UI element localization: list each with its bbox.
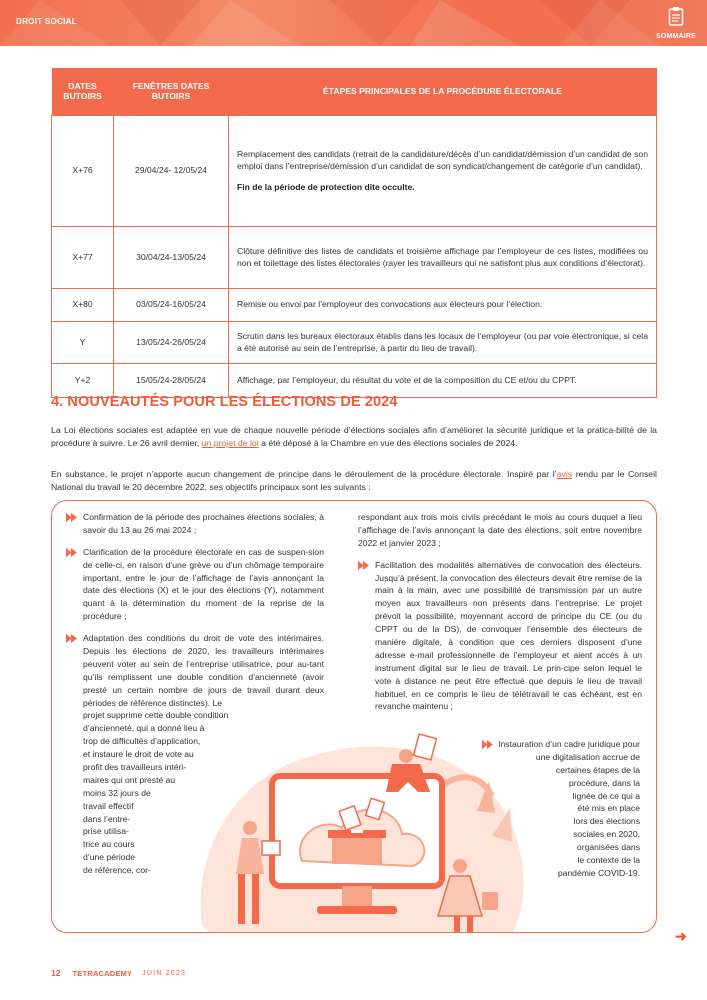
header-pattern [0, 0, 707, 46]
objective-line: trop de difficultés d’application, [83, 736, 201, 747]
list-item [66, 632, 324, 877]
list-item [358, 559, 642, 714]
objective-text: Clarification de la procédure électorale en cas de suspen-sion de celle-ci, en raison d’une grève ou d’un chômage temporaire important, entre le jour de l’affichage de l’avis annonçant la date des élections (X) et le jour des élections (Y), notamment quant à la détermination du moment de la reprise de la procédure ; [83, 546, 324, 622]
cell-date: Y [52, 321, 114, 363]
left-column [66, 511, 324, 886]
cell-window: 30/04/24-13/05/24 [114, 226, 229, 288]
objective-text: Facilitation des modalités alternatives de convocation des électeurs. Jusqu’à présent, la convocation des électeurs devait être remise de la main à la main, avec une possibilité de transmission par un autre moyen aux travailleurs non présents dans l’entreprise. Le projet prévoit la possibilité, moyennant accord de principe du CE (ou du CPPT ou de la DS), de convoquer l’ensemble des électeurs de manière digitale, à condition que ces derniers disposent d’une adresse e-mail professionnelle de l’employeur et aient accès à un instrument digital sur le lieu de travail. Le prin-cipe selon lequel le vote à distance ne peut être effectué que depuis le lieu de travail habituel, en ce compris le lieu de télétravail le cas échéant, est en revanche maintenu ; [375, 559, 642, 712]
table-row [52, 321, 657, 363]
cell-window: 13/05/24-26/05/24 [114, 321, 229, 363]
p2-text-b: rendu par le Conseil National du travail le 20 décembre 2022, ses objectifs principaux sont les suivants : [51, 469, 657, 493]
table-header-row [52, 68, 657, 115]
cell-step: Scrutin dans les bureaux électoraux établis dans les locaux de l’employeur (ou par voie électronique, si cela a été autorisé au sein de l’entreprise, à partir du lieu de travail). [229, 321, 657, 363]
cell-step: Remise ou envoi par l’employeur des convocations aux électeurs pour l’élection. [229, 288, 657, 321]
intro-paragraph-1 [51, 424, 657, 450]
objective-line: organisées dans [576, 842, 640, 853]
col-header-steps: ÉTAPES PRINCIPALES DE LA PROCÉDURE ÉLECTORALE [229, 68, 657, 115]
list-item [66, 546, 324, 623]
double-arrow-icon [66, 548, 78, 557]
objective-line-text: Instauration d’un cadre juridique pour [498, 739, 640, 749]
step-bold-text: Fin de la période de protection dite occulte. [237, 182, 415, 193]
objective-line: procédure, dans la [568, 777, 640, 788]
objective-text: Adaptation des conditions du droit de vote des intérimaires. Depuis les élections de 2020, les travailleurs intérimaires peuvent voter au sein de l’entreprise utilisatrice, pour au-tant qu’ils remplissent une double condition d’ancienneté (avoir presté un certain nombre de jours de travail durant deux périodes de référence distinctes). Le [83, 633, 324, 708]
cell-date: X+80 [52, 288, 114, 321]
col-header-windows: FENÊTRES DATES BUTOIRS [114, 68, 229, 115]
double-arrow-icon [66, 513, 78, 522]
projet-de-loi-link[interactable]: un projet de loi [201, 438, 259, 449]
objective-line: dans l’entre- [83, 813, 131, 824]
double-arrow-icon [358, 561, 370, 570]
objectives-box [51, 500, 657, 933]
objective-line: certaines étapes de la [555, 764, 640, 775]
cell-step: Clôture définitive des listes de candidats et troisième affichage par l’employeur de ces listes, modifiées ou non et toilettage des listes électorales (rayer les travailleurs qui ne satisfont plus aux conditions d’électorat). [229, 226, 657, 288]
cell-window: 29/04/24- 12/05/24 [114, 115, 229, 226]
avis-link[interactable]: avis [556, 469, 573, 479]
next-page-arrow-icon[interactable]: ➜ [675, 928, 687, 944]
objective-line: maires qui ont presté au [83, 774, 176, 785]
objective-line: trice au cours [83, 839, 135, 850]
section-label: DROIT SOCIAL [16, 17, 77, 26]
cell-window: 15/05/24-28/05/24 [114, 363, 229, 397]
table-row [52, 115, 657, 226]
objective-line: pandémie COVID-19. [557, 867, 640, 878]
objective-line: profit des travailleurs intéri- [83, 762, 187, 773]
objective-line: projet supprime cette double condition [83, 710, 229, 721]
cell-date: X+77 [52, 226, 114, 288]
objective-line [482, 738, 640, 751]
objective-continuation: respondant aux trois mois civils précédant le mois au cours duquel a lieu l’affichage de l’avis annonçant la date des élections, soit entre novembre 2022 et janvier 2023 ; [358, 512, 642, 548]
cell-step: Affichage, par l’employeur, du résultat du vote et de la composition du CE et/ou du CPPT. [229, 363, 657, 397]
objective-line: moins 32 jours de [83, 787, 151, 798]
cell-window: 03/05/24-16/05/24 [114, 288, 229, 321]
tetracademy-logo: TETRACADEMY [72, 968, 133, 978]
step-text: Remplacement des candidats (retrait de la candidature/décès d’un candidat/démission d’un candidat de son emploi dans l’entreprise/démission d’un candidat de son syndicat/changement de catégorie d’un candidat). [237, 148, 648, 171]
cell-date: Y+2 [52, 363, 114, 397]
objective-line: le contexte de la [577, 855, 640, 866]
p2-text-a: En substance, le projet n’apporte aucun changement de principe dans le déroulement de la procédure électorale. Inspiré par l’ [51, 469, 557, 479]
double-arrow-icon [482, 740, 494, 749]
issue-date: JUIN 2023 [142, 969, 187, 977]
objective-line: lignée de ce qui a [572, 790, 640, 801]
sommaire-button[interactable] [653, 6, 699, 40]
table-row [52, 363, 657, 397]
intro-paragraph-2 [51, 468, 657, 494]
right-column [358, 511, 642, 722]
objective-line: sociales en 2020, [573, 829, 640, 840]
p1-text-b: a été déposé à la Chambre en vue des élections sociales de 2024. [258, 438, 518, 449]
table-row [52, 288, 657, 321]
page-header [0, 0, 707, 46]
objective-line: et instaure le droit de vote au [83, 749, 194, 760]
electoral-procedure-table [51, 68, 657, 398]
clipboard-icon [668, 6, 684, 26]
objective-line: une digitalisation accrue de [535, 751, 640, 762]
cell-step [229, 115, 657, 226]
objective-line: prise utilisa- [83, 826, 129, 837]
objective-line: d’une période [83, 852, 136, 863]
list-item [66, 511, 324, 537]
double-arrow-icon [66, 634, 78, 643]
sommaire-label: SOMMAIRE [655, 33, 697, 40]
objective-line: lors des élections [573, 816, 640, 827]
page-footer [51, 968, 186, 978]
objective-line: de référence, cor- [83, 865, 151, 876]
table-row [52, 226, 657, 288]
p1-text-a: La Loi élections sociales est adaptée en vue de chaque nouvelle période d’élections sociales afin d’améliorer la sécurité juridique et la pratica-bilité de la procédure à suivre. Le 26 avril dernier, [51, 425, 657, 449]
col-header-dates: DATES BUTOIRS [52, 68, 114, 115]
list-item [482, 738, 640, 880]
page-number: 12 [51, 968, 61, 978]
section-title: 4. NOUVEAUTÉS POUR LES ÉLECTIONS DE 2024 [51, 394, 398, 410]
objective-line: travail effectif [83, 800, 134, 811]
objective-line: été mis en place [577, 803, 640, 814]
objective-line: d’ancienneté, qui a donné lieu à [83, 723, 205, 734]
cell-date: X+76 [52, 115, 114, 226]
objective-text: Confirmation de la période des prochaines élections sociales, à savoir du 13 au 26 mai 2024 ; [83, 512, 324, 535]
